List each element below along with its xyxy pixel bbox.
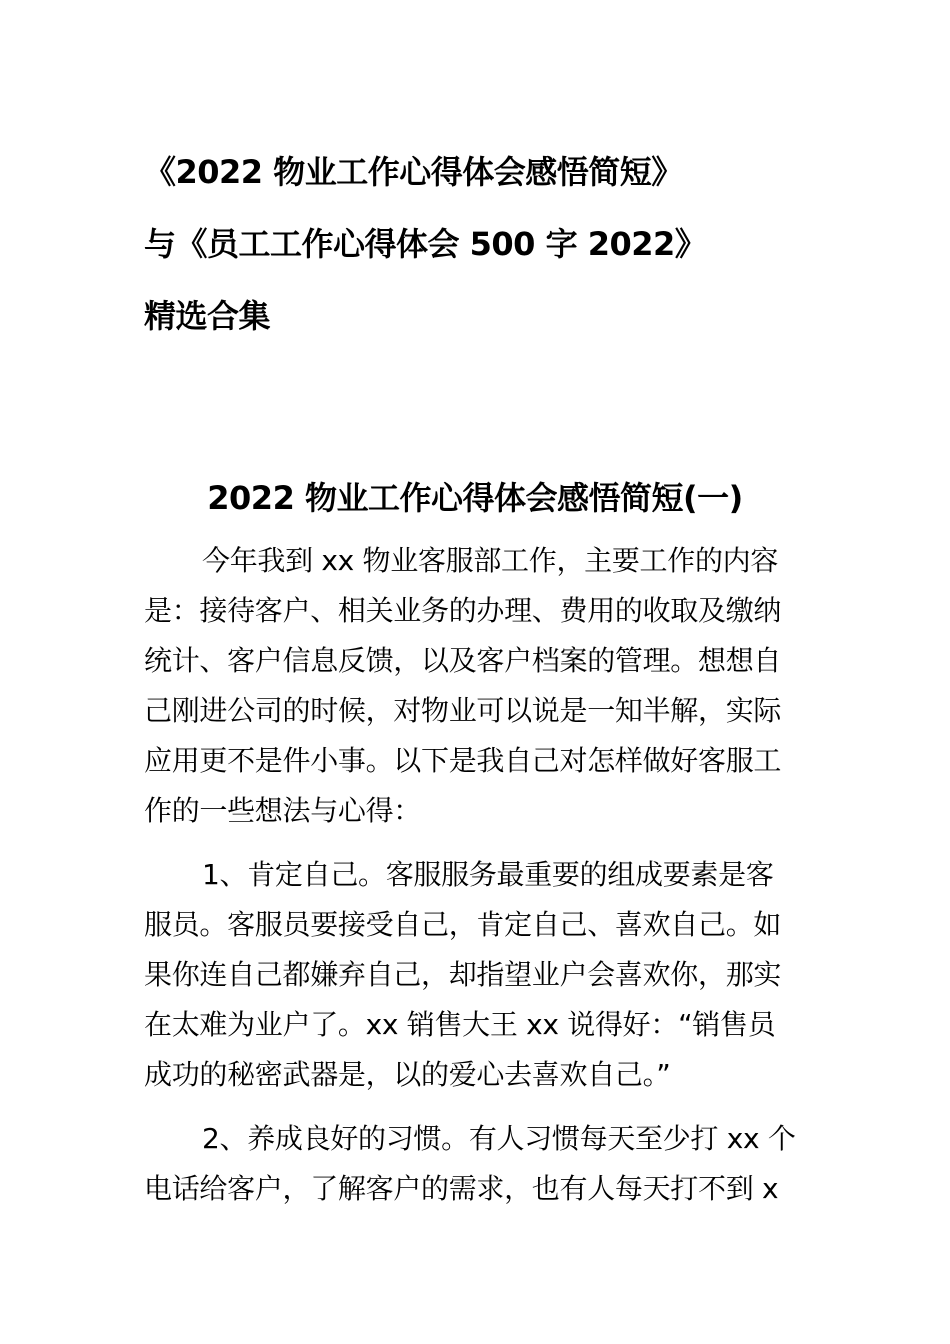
paragraph-line: 果你连自己都嫌弃自己，却指望业户会喜欢你，那实 [144,958,782,991]
paragraph-line: 今年我到 xx 物业客服部工作，主要工作的内容 [202,544,779,577]
paragraph-line: 统计、客户信息反馈，以及客户档案的管理。想想自 [144,644,782,677]
title-line: 《2022 物业工作心得体会感悟简短》 [144,153,683,191]
title-line: 精选合集 [144,297,271,335]
document-body [144,536,806,1228]
paragraph-line: 电话给客户，了解客户的需求，也有人每天打不到 x [144,1172,779,1205]
paragraph-line: 成功的秘密武器是，以的爱心去喜欢自己。” [144,1058,671,1091]
paragraph-line: 是：接待客户、相关业务的办理、费用的收取及缴纳 [144,594,782,627]
paragraph-line: 在太难为业户了。xx 销售大王 xx 说得好：“销售员 [144,1008,776,1041]
paragraph-line: 己刚进公司的时候，对物业可以说是一知半解，实际 [144,694,782,727]
paragraph-point-2 [144,1114,806,1214]
paragraph-point-1 [144,850,806,1100]
title-line: 与《员工工作心得体会 500 字 2022》 [144,225,707,263]
paragraph-line: 作的一些想法与心得： [144,794,422,827]
paragraph-line: 服员。客服员要接受自己，肯定自己、喜欢自己。如 [144,908,782,941]
paragraph-intro [144,536,806,836]
document-title [144,136,824,352]
paragraph-line: 应用更不是件小事。以下是我自己对怎样做好客服工 [144,744,782,777]
section-heading: 2022 物业工作心得体会感悟简短(一) [207,479,743,517]
paragraph-line: 2、养成良好的习惯。有人习惯每天至少打 xx 个 [202,1122,796,1155]
paragraph-line: 1、肯定自己。客服服务最重要的组成要素是客 [202,858,774,891]
